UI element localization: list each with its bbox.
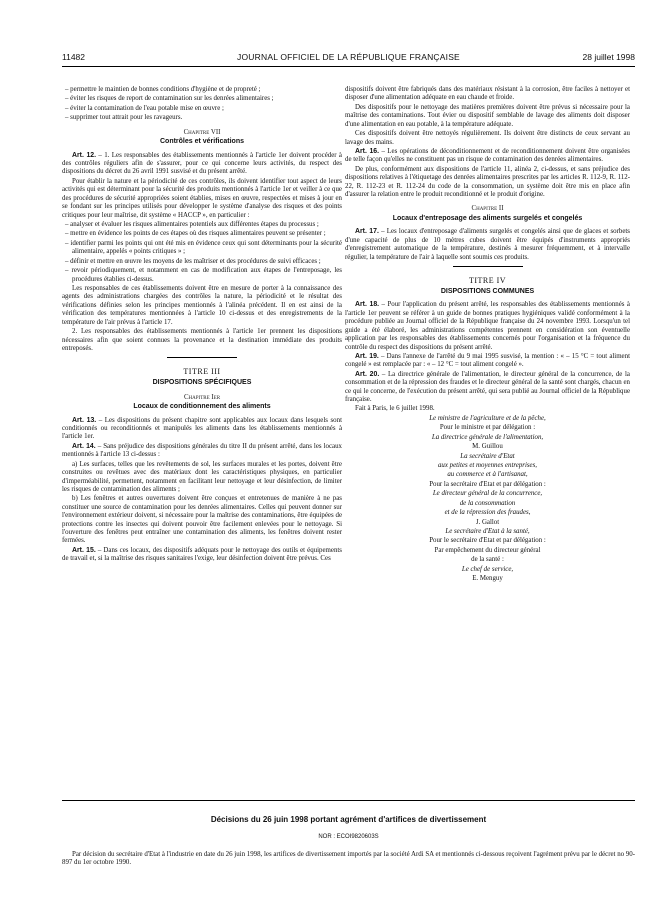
list-item: – permettre le maintien de bonnes conditions d'hygiène et de propreté ; [62,86,342,94]
list-item: – définir et mettre en œuvre les moyens de les maîtriser et des procédures de suivi efficaces ; [62,258,342,266]
signature-line: Le directeur général de la concurrence, [432,490,543,498]
article-paragraph [62,152,342,177]
article-paragraph [345,148,630,165]
chapter-title: Contrôles et vérifications [159,138,245,146]
article-paragraph [62,547,342,564]
paragraph: De plus, conformément aux dispositions de l'article 11, alinéa 2, ci-dessus, et sans préjudice des dispositions relatives à l'étiquetage des denrées alimentaires prescrites par les articles R. 112-9, R. 112-22, R. 112-23 et R. 112-24 du code de la consommation, un système doit être mis en place afin d'assurer la relation entre le produit reconditionné et le produit d'origine. [345,165,630,199]
signature-line: La directrice générale de l'alimentation, [431,433,544,441]
article-paragraph [345,371,630,405]
list-item: – éviter la contamination de l'eau potable mise en œuvre ; [62,105,342,113]
article-number: Art. 19. [355,352,379,360]
journal-title: JOURNAL OFFICIEL DE LA RÉPUBLIQUE FRANÇAISE [237,52,460,62]
article-text: – Dans l'annexe de l'arrêté du 9 mai 1995 susvisé, la mention : « – 15 °C = tout aliment congelé » est remplacée par : « – 12 °C = tout aliment congelé ». [345,352,630,369]
article-text: – Les dispositions du présent chapitre sont applicables aux locaux dans lesquels sont conditionnés ou reconditionnés et manipulés les aliments dans les établissements mentionnés à l'article 1er. [62,416,342,441]
paragraph: Pour établir la nature et la périodicité de ces contrôles, ils doivent identifier tout aspect de leurs activités qui est déterminant pour la sécurité des produits mentionnés à l'article 1er et veiller à ce que des procédures de sécurité appropriées soient établies, mises en œuvre, respectées et mises à jour en se fondant sur les principes utilisés pour développer le système d'analyse des risques et des points critiques pour leur maîtrise, dit système « HACCP », en particulier : [62,177,342,219]
article-paragraph [345,301,630,352]
article-number: Art. 18. [355,301,380,309]
signature-line: Pour le secrétaire d'Etat et par délégation : [429,537,546,545]
chapter-title: Locaux de conditionnement des aliments [133,403,271,411]
list-item: – identifier parmi les points qui ont été mis en évidence ceux qui sont déterminants pour la sécurité alimentaire, appelés « points critiques » ; [62,240,342,257]
signature-line: au commerce et à l'artisanat, [447,471,528,479]
chapter-label: Chapitre II [471,205,504,213]
article-paragraph [62,443,342,460]
right-column [345,86,630,584]
decision-text: Par décision du secrétaire d'Etat à l'industrie en date du 26 juin 1998, les artifices de divertissement importés par la société Ardi SA et mentionnés ci-dessous reçoivent l'agrément prévu par le décret no 90-897 du 1er octobre 1990. [62,851,635,867]
page-number: 11482 [62,52,86,62]
article-text: – La directrice générale de l'alimentation, le directeur général de la concurrence, de la consommation et de la répression des fraudes et le directeur général de la santé sont chargés, chacun en ce qui le concerne, de l'exécution du présent arrêté, qui sera publié au Journal officiel de la République française. [345,370,630,404]
paragraph: Ces dispositifs doivent être nettoyés régulièrement. Ils doivent être distincts de ceux servant au lavage des mains. [345,130,630,146]
signature-block [345,415,630,584]
section-divider [167,357,237,358]
nor-reference: NOR : ECOI9820603S [318,834,379,840]
signature-line: Le ministre de l'agriculture et de la pêche, [429,414,546,422]
signature-line: E. Menguy [472,575,503,583]
title-heading: TITRE III [183,367,221,377]
title-subheading: DISPOSITIONS SPÉCIFIQUES [152,379,252,387]
section-divider [62,800,635,801]
article-number: Art. 12. [72,151,97,159]
article-number: Art. 16. [355,147,380,155]
signature-line: de la santé : [471,556,504,564]
signature-line: Par empêchement du directeur général [434,546,541,554]
article-number: Art. 15. [72,546,96,554]
article-number: Art. 13. [72,416,97,424]
article-text: – Dans ces locaux, des dispositifs adéquats pour le nettoyage des outils et équipements de travail et, si la maîtrise des risques sanitaires l'exige, leur désinfection doivent être prévus. Ces [62,546,342,563]
list-item: – supprimer tout attrait pour les ravageurs. [62,114,342,122]
list-item: – analyser et évaluer les risques alimentaires potentiels aux différentes étapes du processus ; [62,221,342,229]
article-paragraph [345,228,630,262]
list-item: – mettre en évidence les points de ces étapes où des risques alimentaires peuvent se présenter ; [62,230,342,238]
paragraph: Des dispositifs pour le nettoyage des matières premières doivent être prévus si nécessaire pour la maîtrise des contaminations. Tout évier ou dispositif semblable de lavage des aliments doit disposer d'une alimentation en eau potable, à la température adéquate. [345,103,630,128]
article-paragraph [62,417,342,442]
issue-date: 28 juillet 1998 [582,52,635,62]
paragraph: dispositifs doivent être fabriqués dans des matériaux résistant à la corrosion, être faciles à nettoyer et disposer d'une alimentation adéquate en eau chaude et froide. [345,86,630,102]
signature-line: J. Gallot [475,518,500,526]
decision-title: Décisions du 26 juin 1998 portant agrément d'artifices de divertissement [210,815,487,824]
signature-line: La secrétaire d'Etat [460,452,515,460]
article-paragraph [345,353,630,370]
article-text: – 1. Les responsables des établissements mentionnés à l'article 1er doivent procéder à des contrôles réguliers afin de s'assurer, pour ce qui concerne leurs activités, du respect des dispositions du décret du 26 avril 1991 susvisé et du présent arrêté. [62,151,342,176]
signature-line: aux petites et moyennes entreprises, [437,462,538,469]
article-number: Art. 17. [355,228,379,236]
title-heading: TITRE IV [468,276,507,286]
article-number: Art. 20. [355,370,380,378]
chapter-label: Chapitre VII [183,128,221,136]
article-text: – Les locaux d'entreposage d'aliments surgelés et congelés ainsi que de glaces et sorbets d'une capacité de plus de 10 mètres cubes doivent être équipés d'instruments appropriés d'enregistrement automatique de la température, destinés à mesurer fréquemment, et à intervalle régulier, la température de l'air à laquelle sont soumis ces produits. [345,228,630,261]
signature-line: M. Guillou [472,443,503,451]
paragraph: Les responsables de ces établissements doivent être en mesure de porter à la connaissance des agents des administrations chargées des contrôles la nature, la périodicité et le résultat des vérifications définies selon les principes mentionnés à l'alinéa précédent. Il en est ainsi de la vérification des températures mentionnées à l'article 10 ci-dessus et des enregistrements de la température de l'air prévus à l'article 17. [62,284,342,326]
article-text: – Sans préjudice des dispositions générales du titre II du présent arrêté, dans les locaux mentionnés à l'article 13 ci-dessus : [62,442,342,459]
paragraph: 2. Les responsables des établissements mentionnés à l'article 1er prennent les dispositions nécessaires afin que soient connues la provenance et la destination immédiate des produits entreposés. [62,328,342,352]
signature-line: Pour la secrétaire d'Etat et par délégation : [429,480,546,488]
title-subheading: DISPOSITIONS COMMUNES [440,287,535,295]
list-item: – éviter les risques de report de contamination sur les denrées alimentaires ; [62,95,342,103]
section-divider [453,266,523,267]
article-text: – Pour l'application du présent arrêté, les responsables des établissements mentionnés à l'article 1er peuvent se référer à un guide de bonnes pratiques hygiéniques validé conformément à la procédure publiée au Journal officiel de la République française du 24 novembre 1993. Lorsqu'un tel guide a été élaboré, les administrations compétentes prennent en considération son éventuelle application par les responsables des établissements concernés pour l'organisation et la fréquence du contrôle du respect des dispositions du présent arrêté. [345,301,630,351]
signature-line: Le secrétaire d'Etat à la santé, [445,527,530,535]
article-number: Art. 14. [72,442,96,450]
page-header [62,52,635,67]
chapter-label: Chapitre Ier [183,393,221,401]
paragraph: a) Les surfaces, telles que les revêtements de sol, les surfaces murales et les portes, doivent être construites ou revêtues avec des matériaux dont les caractéristiques physiques, en particulier d'imperméabilité, permettent, notamment en facilitant leur nettoyage et leur désinfection, de limiter les risques de contamination des aliments ; [62,460,342,493]
signature-line: et de la répression des fraudes, [444,509,531,517]
paragraph: b) Les fenêtres et autres ouvertures doivent être conçues et entretenues de manière à ne pas constituer une source de contamination pour les denrées alimentaires. Celles qui peuvent donner sur l'environnement extérieur doivent, si nécessaire pour la maîtrise des contaminations, être équipées de protections contre les insectes qui doivent pouvoir être facilement enlevées pour le nettoyage. Si l'ouverture des fenêtres peut entraîner une contamination des aliments, les fenêtres doivent rester fermées. [62,495,342,545]
left-column [62,86,342,565]
chapter-title: Locaux d'entreposage des aliments surgelés et congelés [392,214,583,222]
signature-line: Pour le ministre et par délégation : [439,424,536,432]
article-text: – Les opérations de déconditionnement et de reconditionnement doivent être organisées de telle façon qu'elles ne constituent pas un risque de contamination des denrées alimentaires. [345,147,630,164]
list-item: – revoir périodiquement, et notamment en cas de modification aux étapes de l'entreposage, les procédures établies ci-dessus. [62,267,342,284]
signature-line: Le chef de service, [461,565,514,573]
signature-line: de la consommation [459,499,516,507]
place-date: Fait à Paris, le 6 juillet 1998. [355,405,435,413]
